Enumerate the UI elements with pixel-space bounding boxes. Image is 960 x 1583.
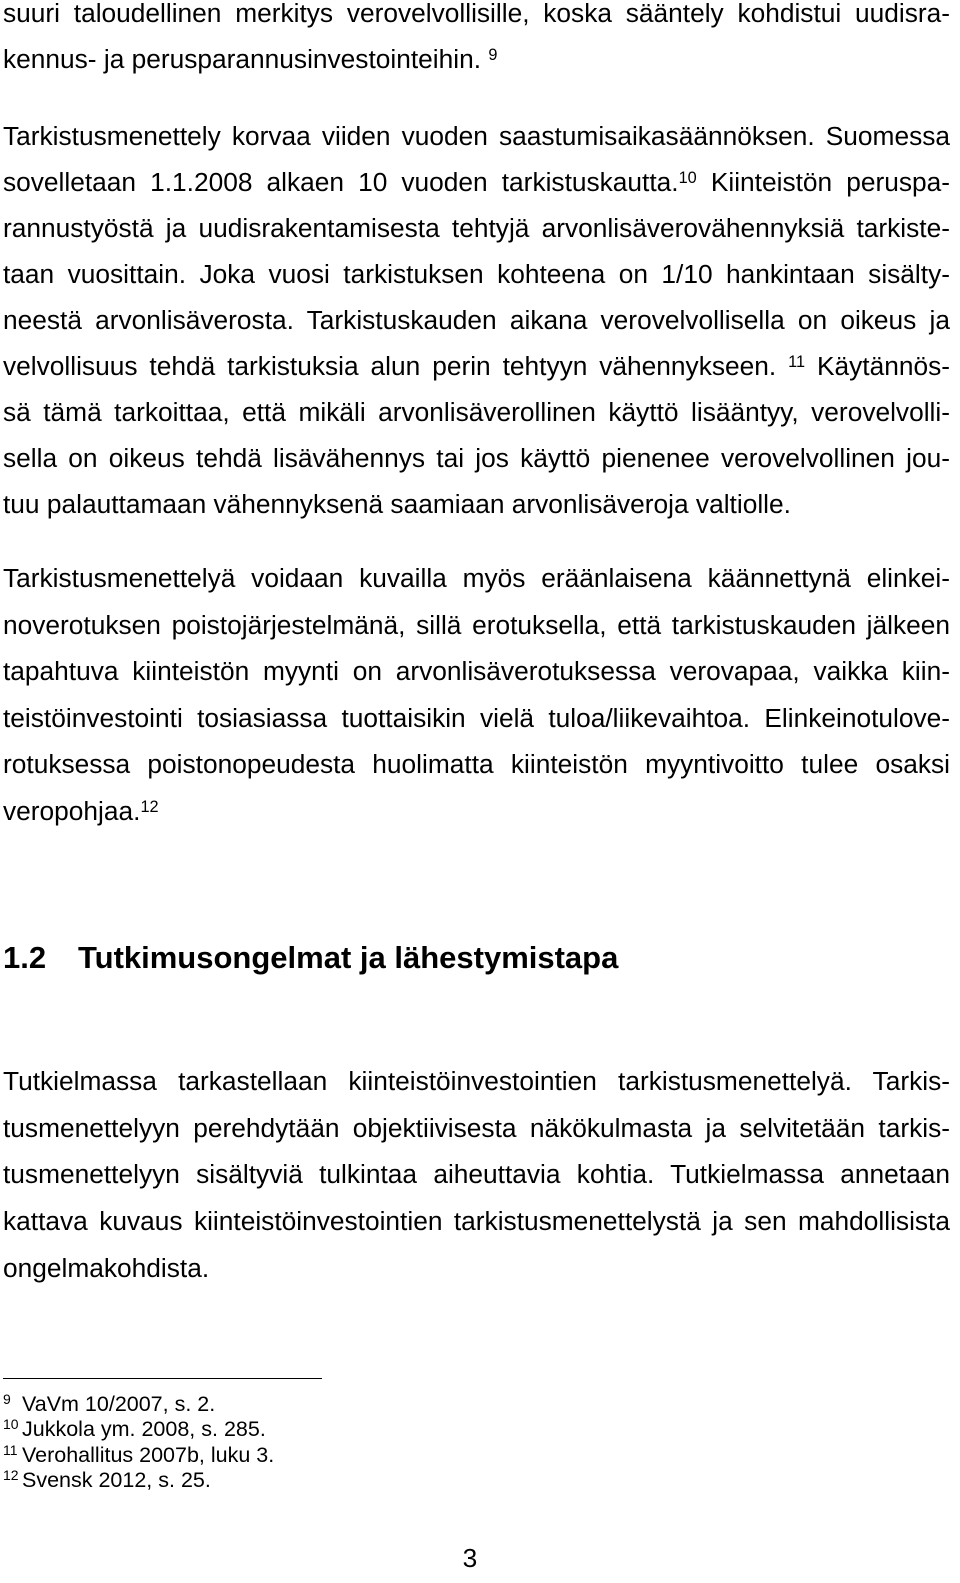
text-line: tusmenettelyyn sisältyviä tulkintaa aiheuttavia kohtia. Tutkielmassa annetaan: [3, 1159, 950, 1190]
footnote-separator: [3, 1378, 322, 1379]
paragraph: [3, 113, 950, 527]
paragraph: [3, 555, 950, 835]
text-line: Tutkielmassa tarkastellaan kiinteistöinvestointien tarkistusmenettelyä. Tarkis-: [3, 1066, 950, 1096]
text-segment: velvollisuus tehdä tarkistuksia alun perin tehtyyn vähennykseen.: [3, 351, 789, 381]
footnote-number: 12: [3, 1467, 19, 1484]
section-heading: [3, 938, 618, 978]
text-line: taan vuosittain. Joka vuosi tarkistuksen kohteena on 1/10 hankintaan sisälty-: [3, 259, 950, 289]
text-line: sella on oikeus tehdä lisävähennys tai jos käyttö pienenee verovelvollinen jou-: [3, 443, 950, 473]
text-line: suuri taloudellinen merkitys verovelvollisille, koska sääntely kohdistui uudisra-: [3, 0, 950, 28]
footnote-ref: 9: [488, 45, 498, 64]
footnote-ref: 11: [788, 352, 806, 371]
footnote-number: 9: [3, 1391, 11, 1408]
text-line: kattava kuvaus kiinteistöinvestointien tarkistusmenettelystä ja sen mahdollisista: [3, 1206, 950, 1237]
section-title: Tutkimusongelmat ja lähestymistapa: [78, 940, 619, 975]
text-line: sä tämä tarkoittaa, että mikäli arvonlisäverollinen käyttö lisääntyy, verovelvolli-: [3, 397, 950, 427]
text-line: [3, 36, 950, 82]
text-segment: Käytännös-: [805, 351, 950, 381]
text-segment: veropohjaa.: [3, 795, 141, 826]
footnote-ref: 10: [678, 168, 697, 187]
footnote: [3, 1443, 603, 1468]
text-line: ongelmakohdista.: [3, 1252, 210, 1283]
section-number: 1.2: [3, 940, 47, 975]
text-line: neestä arvonlisäverosta. Tarkistuskauden aikana verovelvollisella on oikeus ja: [3, 305, 950, 335]
footnote-text: Svensk 2012, s. 25.: [22, 1468, 211, 1493]
page-number: 3: [462, 1543, 478, 1573]
text-line: [3, 788, 950, 835]
text-line: Tarkistusmenettely korvaa viiden vuoden saastumisaikasäännöksen. Suomessa: [3, 121, 950, 151]
text-line: rotuksessa poistonopeudesta huolimatta kiinteistön myyntivoitto tulee osaksi: [3, 749, 950, 780]
text-segment: kennus- ja perusparannusinvestointeihin.: [3, 44, 489, 74]
footnote-text: Verohallitus 2007b, luku 3.: [22, 1442, 275, 1467]
text-segment: Kiinteistön peruspa-: [696, 167, 951, 197]
text-line: noverotuksen poistojärjestelmänä, sillä erotuksella, että tarkistuskauden jälkeen: [3, 609, 950, 640]
text-line: [3, 343, 950, 389]
footnote-number: 11: [3, 1441, 18, 1458]
footnote: [3, 1392, 603, 1417]
footnote-text: VaVm 10/2007, s. 2.: [22, 1392, 216, 1416]
text-line: rannustyöstä ja uudisrakentamisesta tehtyjä arvonlisäverovähennyksiä tarkiste-: [3, 213, 950, 243]
footnotes: [3, 1392, 603, 1494]
footnote: [3, 1468, 603, 1493]
text-line: tusmenettelyyn perehdytään objektiivisesta näkökulmasta ja selvitetään tarkis-: [3, 1112, 950, 1143]
paragraph: [3, 0, 950, 82]
footnote: [3, 1417, 603, 1442]
footnote-text: Jukkola ym. 2008, s. 285.: [22, 1417, 266, 1442]
text-line: teistöinvestointi tosiasiassa tuottaisikin vielä tuloa/liikevaihtoa. Elinkeinotulove-: [3, 702, 950, 733]
text-line: [3, 159, 950, 205]
footnote-number: 10: [3, 1416, 19, 1433]
text-line: tuu palauttamaan vähennyksenä saamiaan arvonlisäveroja valtiolle.: [3, 489, 791, 519]
footnote-ref: 12: [140, 797, 159, 816]
paragraph: [3, 1058, 950, 1291]
text-segment: sovelletaan 1.1.2008 alkaen 10 vuoden tarkistuskautta.: [3, 167, 679, 197]
text-line: Tarkistusmenettelyä voidaan kuvailla myös eräänlaisena käännettynä elinkei-: [3, 563, 950, 593]
text-line: tapahtuva kiinteistön myynti on arvonlisäverotuksessa verovapaa, vaikka kiin-: [3, 656, 950, 687]
